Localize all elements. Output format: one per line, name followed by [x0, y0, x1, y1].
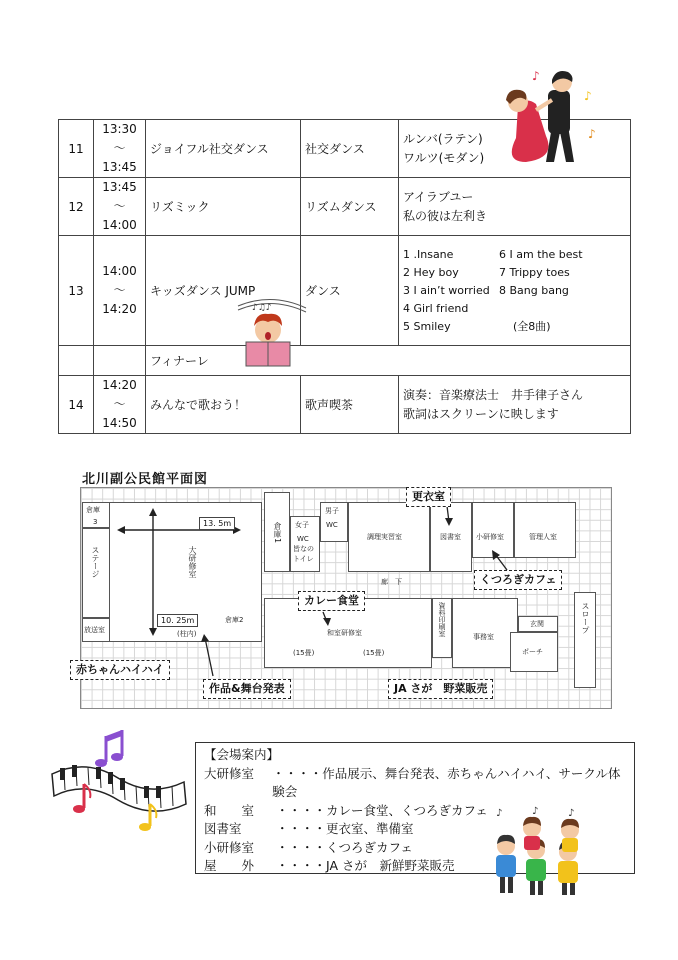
slope-label: スロープ — [581, 602, 590, 634]
storage-label: 倉庫 — [86, 506, 100, 514]
daikenshu-label: 大研修室 — [188, 546, 197, 578]
row-title: リズミック — [146, 178, 301, 236]
guide-text: ・・・・JA さが 新鮮野菜販売 — [276, 858, 455, 873]
stage-label: ステージ — [91, 546, 100, 578]
piano-keyboard-illustration — [46, 722, 191, 840]
manager-label: 管理人室 — [529, 533, 557, 541]
guide-text: ・・・・カレー食堂、くつろぎカフェ — [276, 802, 488, 818]
row-time: 14:20 ～ 14:50 — [94, 376, 146, 434]
callout-curry: カレー食堂 — [298, 591, 365, 611]
svg-text:♪: ♪ — [532, 69, 540, 83]
all-toilet-label: 皆なのトイレ — [293, 545, 314, 563]
singing-child-illustration — [232, 296, 312, 368]
storage-number: 3 — [93, 518, 98, 526]
guide-text: ・・・・更衣室、準備室 — [276, 821, 414, 836]
guide-room: 屋 外 — [204, 858, 255, 873]
finale-title: フィナーレ — [146, 346, 301, 376]
row-genre: 社交ダンス — [301, 120, 399, 178]
song-item: 3 I ain’t worried — [403, 283, 490, 297]
wc-label: WC — [326, 521, 338, 529]
pillar-note: (柱内) — [177, 630, 197, 638]
schedule-row-14 — [59, 376, 631, 434]
dancing-couple-illustration — [496, 66, 606, 166]
library-label: 図書室 — [440, 533, 461, 541]
tatami-size: (15畳) — [293, 649, 315, 657]
wc-label: WC — [297, 535, 309, 543]
schedule-row-12 — [59, 178, 631, 236]
measure-width: 13. 5m — [199, 517, 235, 530]
guide-row — [204, 765, 626, 802]
row-genre: ダンス — [301, 236, 399, 346]
row-time: 13:45 ～ 14:00 — [94, 178, 146, 236]
row-number: 14 — [59, 376, 94, 434]
guide-room: 小研修室 — [204, 839, 255, 855]
row-title: ジョイフル社交ダンス — [146, 120, 301, 178]
row-number: 12 — [59, 178, 94, 236]
guide-text: ・・・・作品展示、舞台発表、赤ちゃんハイハイ、サークル体験会 — [272, 765, 621, 799]
office-label: 事務室 — [473, 633, 494, 641]
guide-room: 和 室 — [204, 802, 255, 818]
cooking-label: 調理実習室 — [367, 533, 402, 541]
row-time: 14:00 ～ 14:20 — [94, 236, 146, 346]
guide-text: ・・・・くつろぎカフェ — [276, 839, 413, 855]
song-list — [399, 236, 631, 346]
row-number: 11 — [59, 120, 94, 178]
callout-baby: 赤ちゃんハイハイ — [70, 660, 170, 680]
small-training-label: 小研修室 — [476, 533, 504, 541]
womens-label: 女子 — [295, 521, 309, 529]
row-title: みんなで歌おう！ — [146, 376, 301, 434]
callout-exhibit: 作品&舞台発表 — [203, 679, 291, 699]
row-title: キッズダンス JUMP — [146, 236, 301, 346]
song-item: 4 Girl friend — [403, 301, 469, 315]
schedule-row-finale — [59, 346, 631, 376]
tatami-size: (15畳) — [363, 649, 385, 657]
callout-ja: JA さが 野菜販売 — [388, 679, 493, 699]
storage2-label: 倉庫2 — [225, 616, 244, 624]
schedule-row-13 — [59, 236, 631, 346]
guide-room: 図書室 — [204, 821, 242, 836]
song-item: 1 .Insane — [403, 247, 454, 261]
song-item: 5 Smiley — [403, 319, 451, 333]
svg-text:♪: ♪ — [584, 89, 592, 103]
measure-depth: 10. 25m — [157, 614, 198, 627]
guide-room: 大研修室 — [204, 765, 255, 781]
callout-cafe: くつろぎカフェ — [474, 570, 562, 590]
venue-guide-heading: 【会場案内】 — [204, 747, 280, 762]
row-genre: 歌声喫茶 — [301, 376, 399, 434]
svg-text:♪: ♪ — [496, 808, 503, 819]
choir-children-illustration — [488, 806, 590, 898]
svg-text:♪♫♪: ♪♫♪ — [252, 303, 272, 313]
songs-total: (全8曲) — [513, 319, 551, 333]
row-detail: アイラブユー 私の彼は左利き — [399, 178, 631, 236]
entrance-label: 玄関 — [530, 620, 544, 628]
row-number: 13 — [59, 236, 94, 346]
porch-label: ポーチ — [522, 648, 543, 656]
corridor-label: 廊 下 — [381, 578, 402, 586]
svg-text:♪: ♪ — [568, 808, 575, 819]
row-genre: リズムダンス — [301, 178, 399, 236]
print-room-label: 資料印刷室 — [438, 602, 446, 637]
song-item: 7 Trippy toes — [499, 265, 570, 279]
broadcast-label: 放送室 — [84, 626, 105, 634]
schedule-table — [58, 119, 631, 434]
row-detail: 演奏：音楽療法士 井手律子さん 歌詞はスクリーンに映します — [399, 376, 631, 434]
song-item: 8 Bang bang — [499, 283, 569, 297]
svg-text:♪: ♪ — [588, 127, 596, 141]
svg-text:♪: ♪ — [532, 806, 539, 817]
song-item — [499, 300, 626, 318]
mens-label: 男子 — [325, 507, 339, 515]
callout-changing-room: 更衣室 — [406, 487, 451, 507]
row-detail: ルンバ(ラテン) ワルツ(モダン) — [399, 120, 631, 178]
song-item: 6 I am the best — [499, 247, 583, 261]
japanese-room-label: 和室研修室 — [327, 629, 362, 637]
storage1-label: 倉庫1 — [273, 522, 282, 544]
row-time: 13:30 ～ 13:45 — [94, 120, 146, 178]
floorplan-title: 北川副公民館平面図 — [82, 472, 209, 487]
song-item: 2 Hey boy — [403, 265, 459, 279]
